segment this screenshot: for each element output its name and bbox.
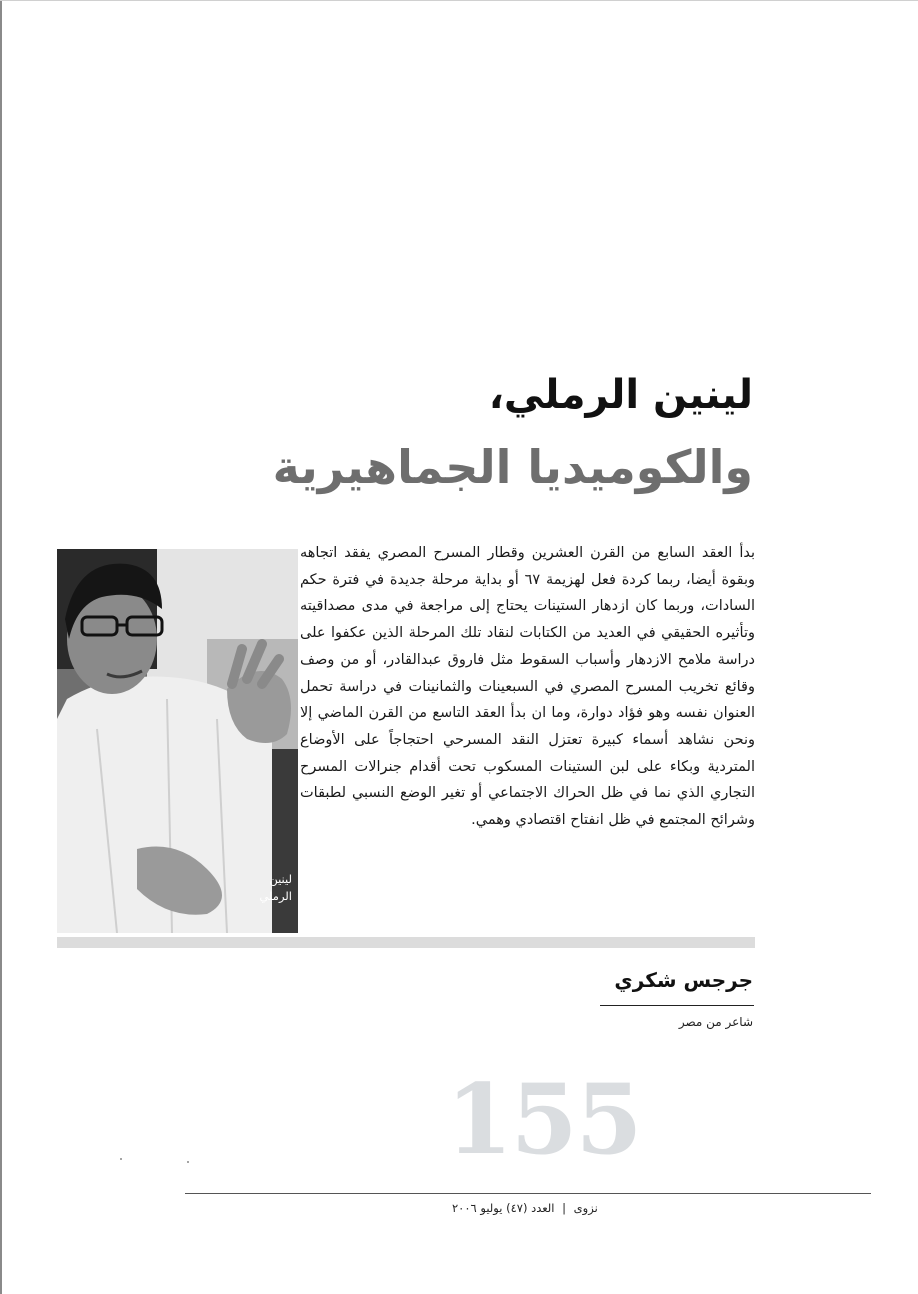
article-title-line2: والكوميديا الجماهيرية <box>272 440 753 494</box>
section-divider <box>57 937 755 948</box>
photo-caption-line1: لينين <box>269 872 292 886</box>
scan-speck <box>120 1158 122 1160</box>
page-edge <box>0 0 2 1294</box>
footer-rule <box>185 1193 871 1194</box>
author-rule <box>600 1005 754 1006</box>
footer-issue: العدد (٤٧) يوليو ٢٠٠٦ <box>452 1201 555 1215</box>
article-title-line1: لينين الرملي، <box>488 372 753 418</box>
author-role: شاعر من مصر <box>678 1015 753 1029</box>
scan-speck <box>187 1161 189 1163</box>
page-number: 155 <box>446 1063 641 1176</box>
page-edge-top <box>0 0 918 1</box>
photo-caption-line2: الرملي <box>259 889 292 903</box>
footer-separator: | <box>562 1201 567 1215</box>
article-body: بدأ العقد السابع من القرن العشرين وقطار المسرح المصري يفقد اتجاهه وبقوة أيضا، ربما كردة فعل لهزيمة ٦٧ أو بداية مرحلة جديدة في فترة حكم السادات، وربما كان ازدهار الستينات يحتاج إلى مراجعة في مدى مصداقيته وتأثيره الحقيقي في العديد من الكتابات لنقاد تلك المرحلة الذين عكفوا على دراسة ملامح الازدهار وأسباب السقوط مثل فاروق عبدالقادر، أو من وصف وقائع تخريب المسرح المصري في السبعينات والثمانينات في دراسة تحمل العنوان نفسه وهو فؤاد دوارة، وما ان بدأ العقد التاسع من القرن الماضي إلا ونحن نشاهد أسماء كبيرة تعتزل النقد المسرحي احتجاجاً على الأوضاع المتردية وبكاء على لبن الستينات المسكوب تحت أقدام جنرالات المسرح التجاري الذي نما في ظل الحراك الاجتماعي أو تغير الوضع النسبي لطبقات وشرائح المجتمع في ظل انفتاح اقتصادي وهمي. <box>300 545 755 829</box>
author-photo <box>57 549 298 933</box>
footer-magazine: نزوى <box>573 1201 598 1215</box>
footer <box>452 1201 598 1215</box>
photo-caption <box>259 871 292 905</box>
author-name: جرجس شكري <box>614 968 753 992</box>
